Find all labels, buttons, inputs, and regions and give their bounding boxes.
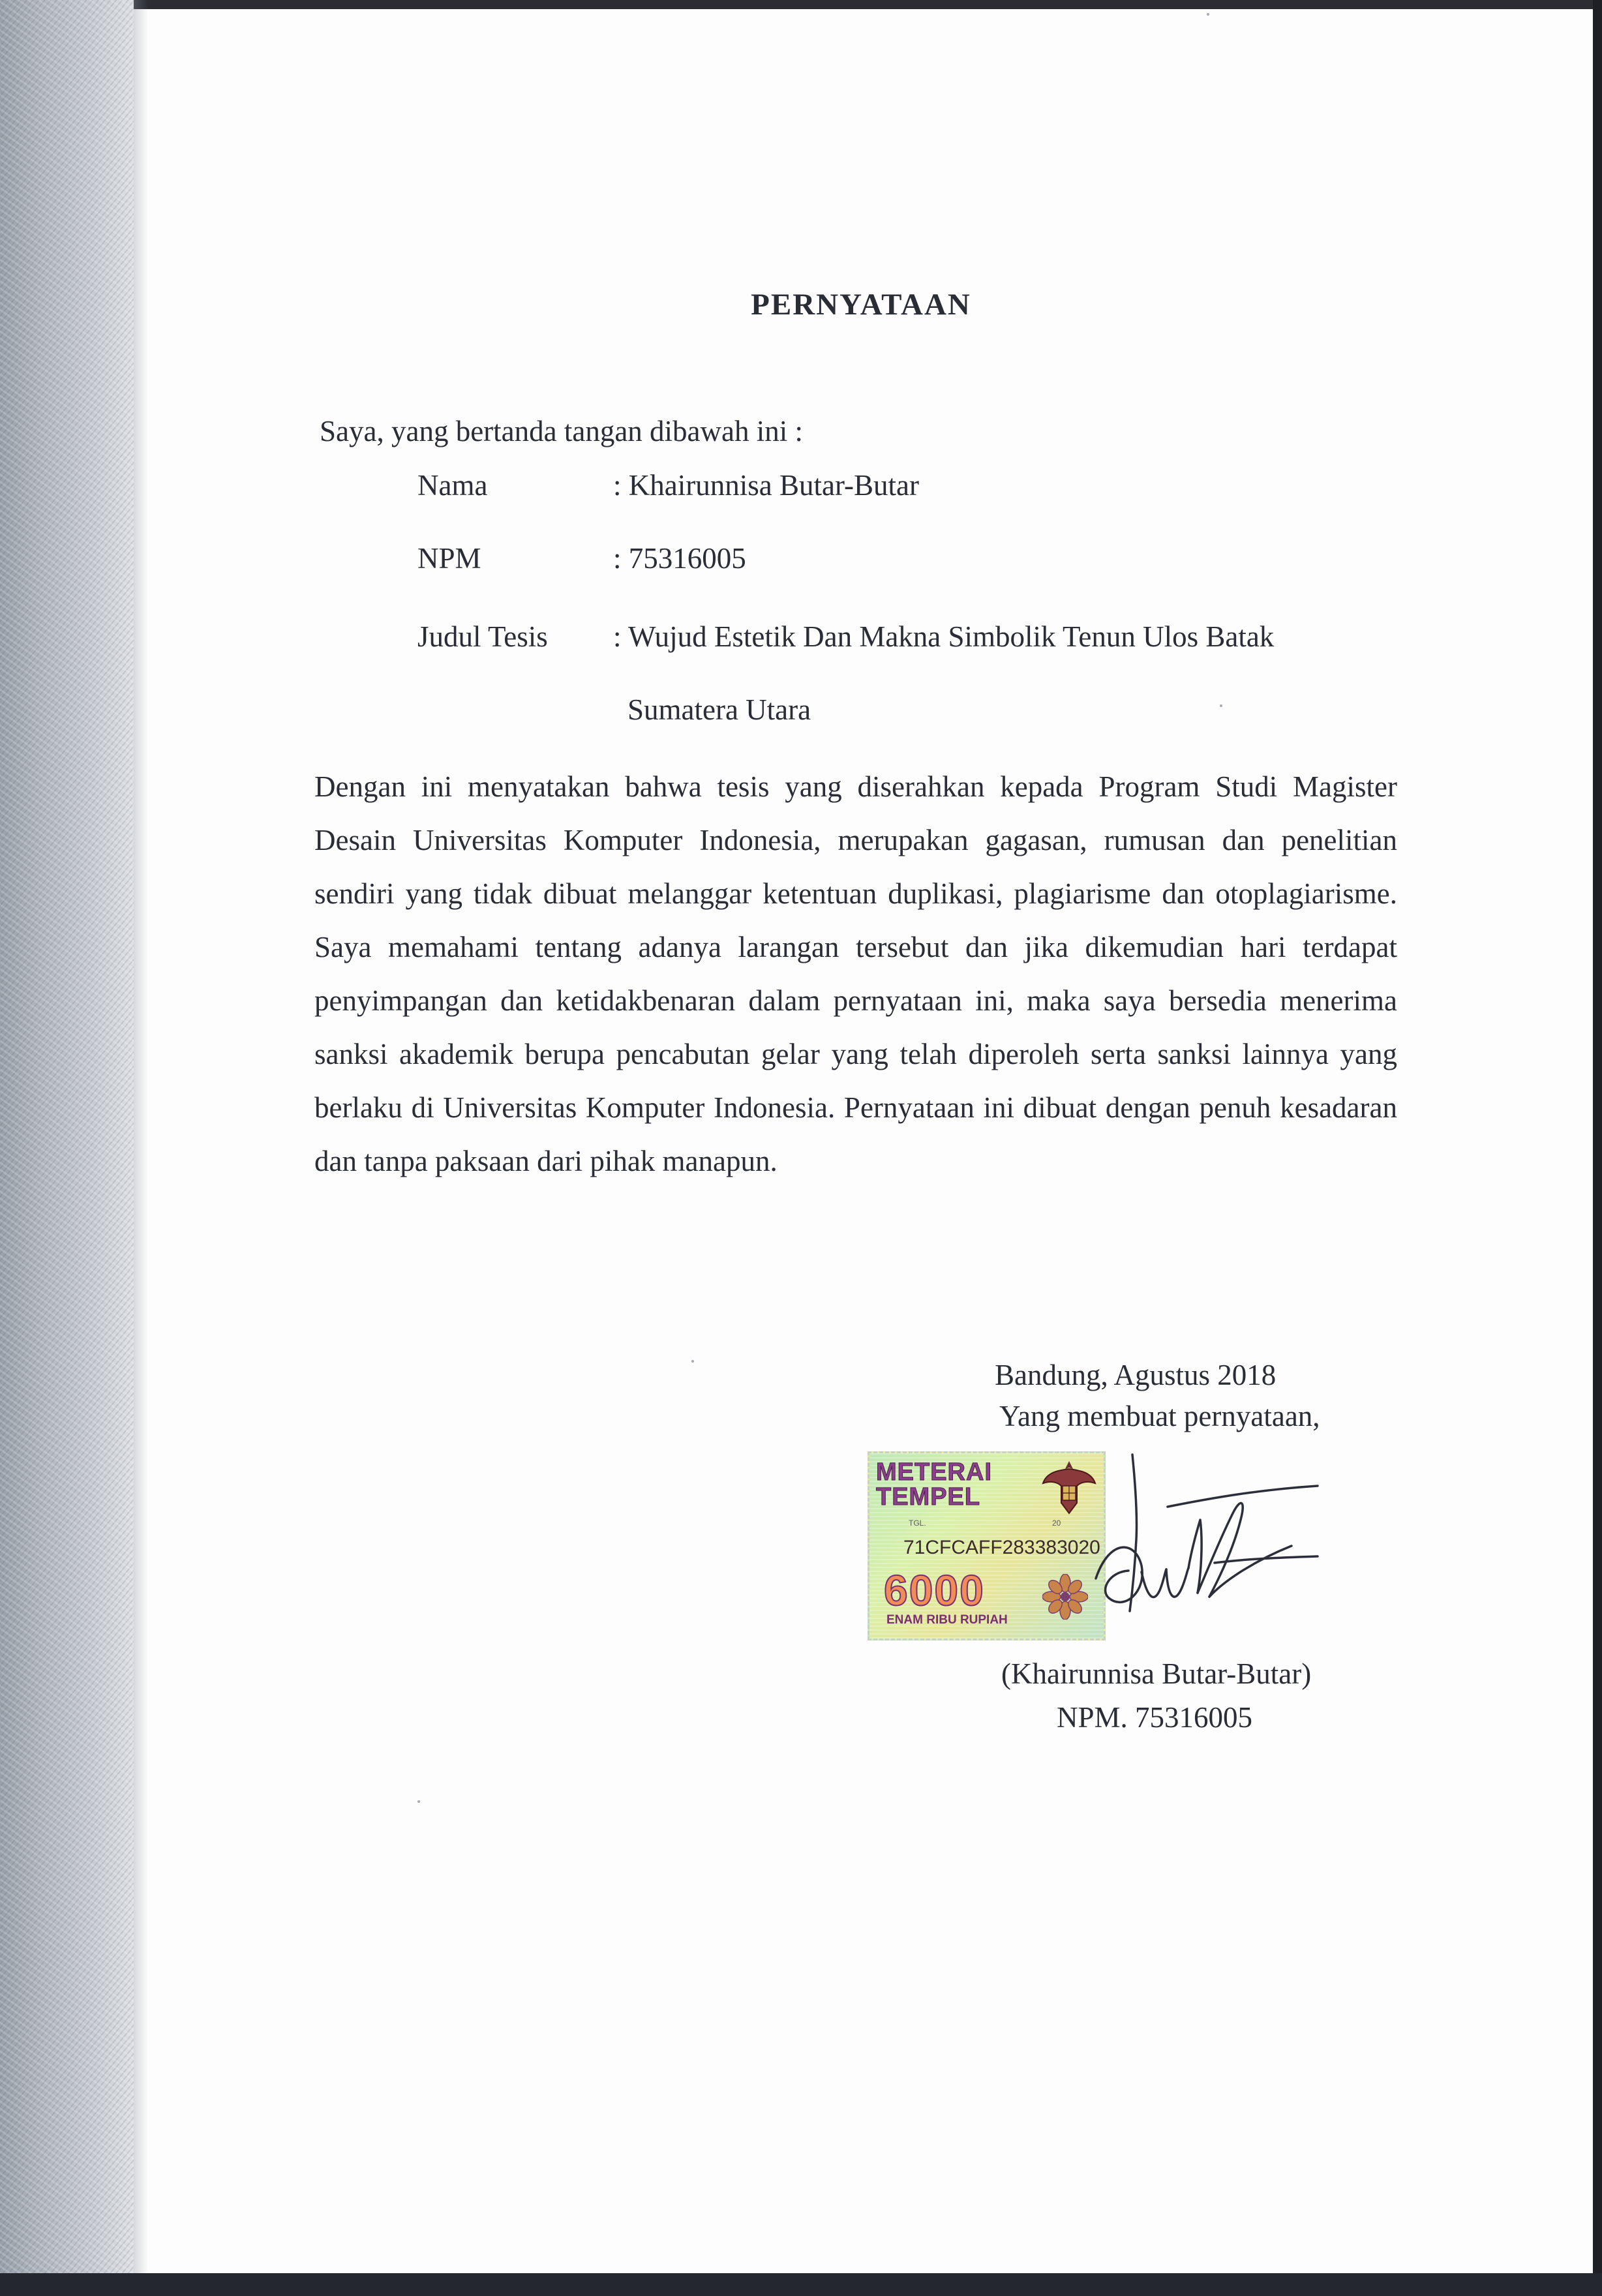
scan-speck: [1220, 704, 1222, 707]
place-date: Bandung, Agustus 2018: [995, 1359, 1277, 1391]
field-value-npm: : 75316005: [613, 542, 746, 575]
document-title: PERNYATAAN: [751, 288, 971, 322]
handwritten-signature: [1070, 1442, 1396, 1676]
field-label-thesis-title: Judul Tesis: [417, 620, 548, 653]
scan-top-edge: [0, 0, 1602, 9]
scan-speck: [691, 1360, 694, 1363]
signer-name: (Khairunnisa Butar-Butar): [1001, 1657, 1312, 1690]
signer-npm: NPM. 75316005: [1057, 1701, 1253, 1734]
statement-paragraph: Dengan ini menyatakan bahwa tesis yang diserahkan kepada Program Studi Magister Desain Universitas Komputer Indonesia, merupakan gagasan, rumusan dan penelitian sendiri yang tidak dibuat melanggar ketentuan duplikasi, plagiarisme dan otoplagiarisme. Saya memahami tentang adanya larangan tersebut dan jika dikemudian hari terdapat penyimpangan dan ketidakbenaran dalam pernyataan ini, maka saya bersedia menerima sanksi akademik berupa pencabutan gelar yang telah diperoleh serta sanksi lainnya yang berlaku di Universitas Komputer Indonesia. Pernyataan ini dibuat dengan penuh kesadaran dan tanpa paksaan dari pihak manapun.: [314, 770, 1397, 1177]
stamp-title-line1: METERAI: [876, 1458, 992, 1486]
intro-text: Saya, yang bertanda tangan dibawah ini :: [320, 415, 804, 447]
field-label-name: Nama: [417, 469, 488, 502]
thesis-title-continued: Sumatera Utara: [627, 693, 811, 726]
maker-label: Yang membuat pernyataan,: [999, 1400, 1320, 1432]
binding-shadow: [134, 0, 148, 2296]
field-label-npm: NPM: [417, 542, 481, 575]
paper-binding-strip: [0, 0, 134, 2296]
stamp-value-words: ENAM RIBU RUPIAH: [886, 1613, 1008, 1627]
scan-speck: [1207, 13, 1209, 16]
stamp-year-prefix: 20: [1052, 1518, 1061, 1528]
stamp-serial: 71CFCAFF283383020: [903, 1537, 1100, 1558]
field-value-thesis-title: : Wujud Estetik Dan Makna Simbolik Tenun Ulos Batak: [613, 620, 1275, 653]
stamp-value: 6000: [884, 1566, 985, 1614]
scan-bottom-edge: [0, 2273, 1602, 2296]
scan-right-edge: [1593, 0, 1602, 2296]
field-value-name: : Khairunnisa Butar-Butar: [613, 469, 919, 502]
stamp-date-label: TGL.: [909, 1518, 926, 1528]
stamp-title-line2: TEMPEL: [876, 1483, 981, 1511]
scan-speck: [417, 1800, 420, 1803]
